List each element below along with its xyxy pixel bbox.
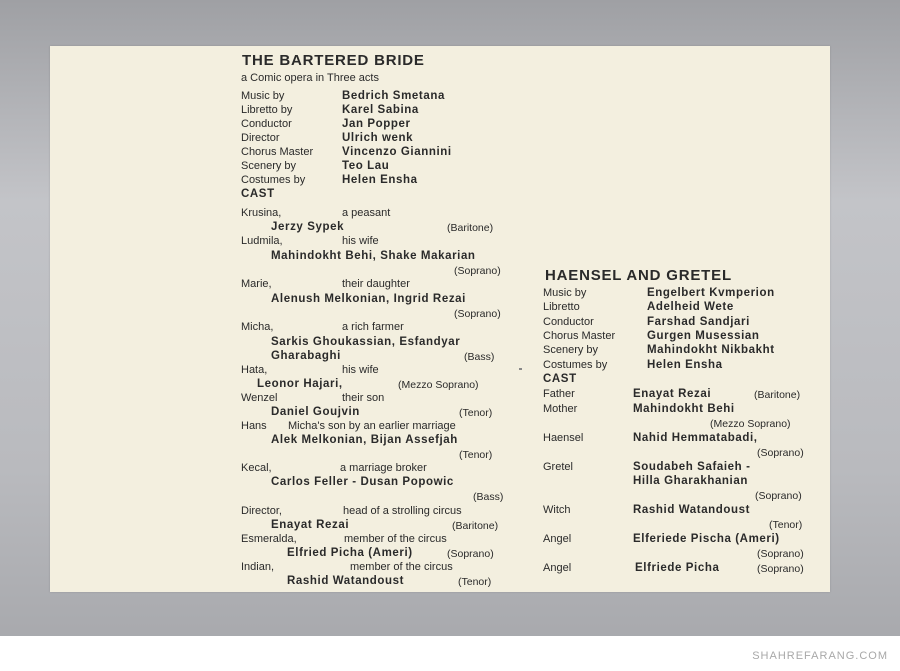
- character-description: member of the circus: [344, 533, 447, 545]
- character-name: Esmeralda,: [241, 533, 297, 545]
- voice-type: (Soprano): [757, 548, 804, 560]
- character-description: their daughter: [342, 278, 410, 290]
- character-description: a rich farmer: [342, 321, 404, 333]
- voice-type: (Mezzo Soprano): [710, 418, 791, 430]
- performer-name: Hilla Gharakhanian: [633, 475, 748, 487]
- voice-type: (Tenor): [459, 449, 493, 461]
- voice-type: (Tenor): [459, 407, 493, 419]
- credit-role: Conductor: [241, 118, 292, 130]
- character-name: Indian,: [241, 561, 275, 573]
- performer-name: Elfried Picha (Ameri): [287, 547, 413, 559]
- performer-name: Alek Melkonian, Bijan Assefjah: [271, 434, 458, 446]
- voice-type: (Soprano): [755, 490, 802, 502]
- voice-type: (Soprano): [454, 308, 501, 320]
- credit-role: Libretto by: [241, 104, 293, 116]
- character-name: Marie,: [241, 278, 272, 290]
- character-description: member of the circus: [350, 561, 453, 573]
- character-name: Director,: [241, 505, 282, 517]
- performer-name: Daniel Goujvin: [271, 406, 360, 418]
- voice-type: (Baritone): [447, 222, 494, 234]
- credit-name: Gurgen Musessian: [647, 330, 760, 342]
- character-description: his wife: [342, 235, 379, 247]
- cast-heading: CAST: [241, 188, 275, 200]
- performer-name: Leonor Hajari,: [257, 378, 343, 390]
- character-description: a peasant: [342, 207, 391, 219]
- credit-name: Bedrich Smetana: [342, 90, 445, 102]
- voice-type: (Mezzo Soprano): [398, 379, 479, 391]
- character-description: a marriage broker: [340, 462, 427, 474]
- credit-role: Costumes by: [241, 174, 306, 186]
- performer-name: Nahid Hemmatabadi,: [633, 432, 758, 444]
- credit-role: Music by: [543, 287, 587, 299]
- character-description: his wife: [342, 364, 379, 376]
- gretel-title: HAENSEL AND GRETEL: [545, 267, 732, 284]
- program-page: [50, 46, 830, 592]
- performer-name: Enayat Rezai: [633, 388, 712, 400]
- bride-subtitle: a Comic opera in Three acts: [241, 72, 379, 84]
- credit-role: Libretto: [543, 301, 580, 313]
- credit-name: Engelbert Kvmperion: [647, 287, 775, 299]
- character-name: Witch: [543, 504, 571, 516]
- watermark: SHAHREFARANG.COM: [752, 650, 888, 662]
- credit-name: Farshad Sandjari: [647, 316, 750, 328]
- performer-name: Jerzy Sypek: [271, 221, 345, 233]
- character-name: Wenzel: [241, 392, 278, 404]
- character-name: Ludmila,: [241, 235, 283, 247]
- credit-name: Ulrich wenk: [342, 132, 414, 144]
- credit-name: Mahindokht Nikbakht: [647, 344, 775, 356]
- character-description: their son: [342, 392, 385, 404]
- performer-name: Rashid Watandoust: [287, 575, 405, 587]
- performer-name: Rashid Watandoust: [633, 504, 751, 516]
- voice-type: (Baritone): [452, 520, 499, 532]
- credit-role: Scenery by: [543, 344, 599, 356]
- credit-role: Costumes by: [543, 359, 608, 371]
- performer-name: Alenush Melkonian, Ingrid Rezai: [271, 293, 466, 305]
- credit-role: Director: [241, 132, 280, 144]
- credit-role: Music by: [241, 90, 285, 102]
- credit-name: Vincenzo Giannini: [342, 146, 452, 158]
- voice-type: (Soprano): [757, 563, 804, 575]
- cast-heading: CAST: [543, 373, 577, 385]
- performer-name: Gharabaghi: [271, 350, 341, 362]
- credit-role: Chorus Master: [241, 146, 314, 158]
- character-name: Angel: [543, 562, 572, 574]
- character-name: Father: [543, 388, 575, 400]
- performer-name: Mahindokht Behi: [633, 403, 735, 415]
- credit-role: Scenery by: [241, 160, 297, 172]
- voice-type: (Tenor): [769, 519, 803, 531]
- print-speck: [519, 368, 522, 370]
- voice-type: (Bass): [473, 491, 504, 503]
- voice-type: (Bass): [464, 351, 495, 363]
- character-name: Hata,: [241, 364, 268, 376]
- credit-name: Teo Lau: [342, 160, 390, 172]
- performer-name: Soudabeh Safaieh -: [633, 461, 751, 473]
- performer-name: Elfriede Picha: [635, 562, 720, 574]
- credit-name: Helen Ensha: [647, 359, 723, 371]
- voice-type: (Soprano): [454, 265, 501, 277]
- credit-name: Helen Ensha: [342, 174, 418, 186]
- performer-name: Mahindokht Behi, Shake Makarian: [271, 250, 476, 262]
- bride-title: THE BARTERED BRIDE: [242, 52, 425, 69]
- performer-name: Sarkis Ghoukassian, Esfandyar: [271, 336, 461, 348]
- credit-name: Jan Popper: [342, 118, 411, 130]
- voice-type: (Soprano): [757, 447, 804, 459]
- character-name: Hans: [241, 420, 267, 432]
- character-name: Micha,: [241, 321, 274, 333]
- performer-name: Elferiede Pischa (Ameri): [633, 533, 780, 545]
- character-name: Kecal,: [241, 462, 272, 474]
- voice-type: (Tenor): [458, 576, 492, 588]
- character-description: head of a strolling circus: [343, 505, 462, 517]
- character-description: Micha's son by an earlier marriage: [288, 420, 456, 432]
- voice-type: (Soprano): [447, 548, 494, 560]
- performer-name: Enayat Rezai: [271, 519, 350, 531]
- performer-name: Carlos Feller - Dusan Popowic: [271, 476, 454, 488]
- character-name: Angel: [543, 533, 572, 545]
- character-name: Krusina,: [241, 207, 282, 219]
- character-name: Mother: [543, 403, 578, 415]
- credit-name: Karel Sabina: [342, 104, 419, 116]
- credit-name: Adelheid Wete: [647, 301, 734, 313]
- credit-role: Conductor: [543, 316, 594, 328]
- character-name: Gretel: [543, 461, 573, 473]
- voice-type: (Baritone): [754, 389, 801, 401]
- credit-role: Chorus Master: [543, 330, 616, 342]
- character-name: Haensel: [543, 432, 584, 444]
